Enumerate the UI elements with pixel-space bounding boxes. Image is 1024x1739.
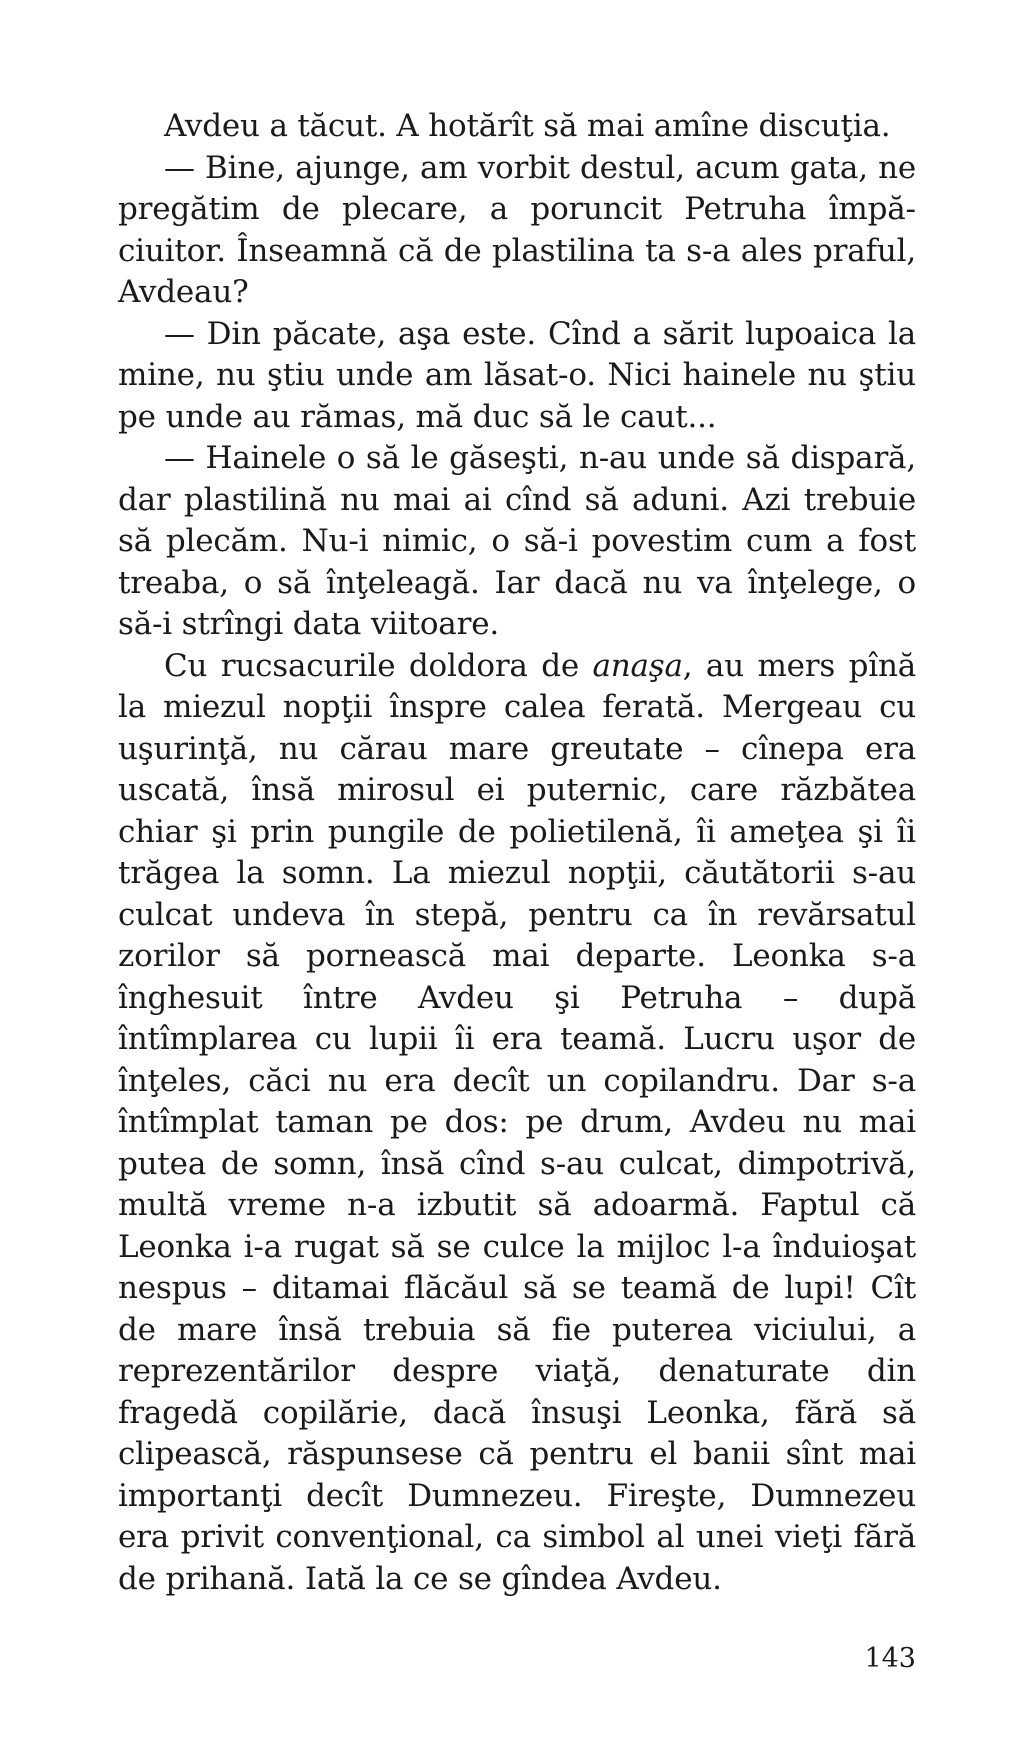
paragraph: [118, 438, 916, 646]
page-number: 143: [864, 1643, 916, 1674]
paragraph-text: — Hainele o să le găseşti, n-au unde să dispară, dar plastilină nu mai ai cînd să aduni. Azi trebuie să plecăm. Nu-i nimic, o să-i povestim cum a fost treaba, o să înţeleagă. Iar dacă nu va înţelege, o să-i strîngi data viitoare.: [118, 440, 916, 642]
paragraph: [118, 106, 916, 148]
italic-term: anaşa: [592, 647, 683, 684]
paragraph-text: — Bine, ajunge, am vorbit destul, acum gata, ne pregătim de plecare, a poruncit Petruha împăciuitor. Înseamnă că de plastilina ta s-a ales praful, Avdeau?: [118, 149, 916, 310]
paragraph-text: Avdeu a tăcut. A hotărît să mai amîne discuţia.: [164, 108, 891, 144]
paragraph-text: Cu rucsacurile doldora de: [164, 647, 593, 684]
paragraph: [118, 314, 916, 439]
body-text: [118, 106, 916, 1600]
paragraph-text: — Din păcate, aşa este. Cînd a sărit lupoaica la mine, nu ştiu unde am lăsat-o. Nici hainele nu ştiu pe unde au rămas, mă duc să le caut...: [118, 315, 916, 435]
paragraph-text: , au mers pînă la miezul nopţii înspre calea ferată. Mergeau cu uşurinţă, nu cărau mare greutate – cînepa era uscată, însă mirosul ei puternic, care răzbătea chiar şi prin pungile de polietilenă, îi ameţea şi îi trăgea la somn. La miezul nopţii, căutătorii s-au culcat undeva în stepă, pentru ca în revărsatul zorilor să pornească mai departe. Leonka s-a înghesuit între Avdeu şi Petruha – după întîmplarea cu lupii îi era teamă. Lucru uşor de înţeles, căci nu era decît un copilandru. Dar s-a întîmplat taman pe dos: pe drum, Avdeu nu mai putea de somn, însă cînd s-au culcat, dimpotrivă, multă vreme n-a izbutit să adoarmă. Faptul că Leonka i-a rugat să se culce la mijloc l-a înduioşat nespus – ditamai flăcăul să se teamă de lupi! Cît de mare însă trebuia să fie puterea viciului, a reprezentărilor despre viaţă, denaturate din fragedă copilărie, dacă însuşi Leonka, fără să clipească, răspunsese că pentru el banii sînt mai importanţi decît Dumnezeu. Fireşte, Dumnezeu era privit convenţional, ca simbol al unei vieţi fără de prihană. Iată la ce se gîndea Avdeu.: [118, 647, 916, 1597]
paragraph: [118, 646, 916, 1601]
paragraph: [118, 148, 916, 314]
